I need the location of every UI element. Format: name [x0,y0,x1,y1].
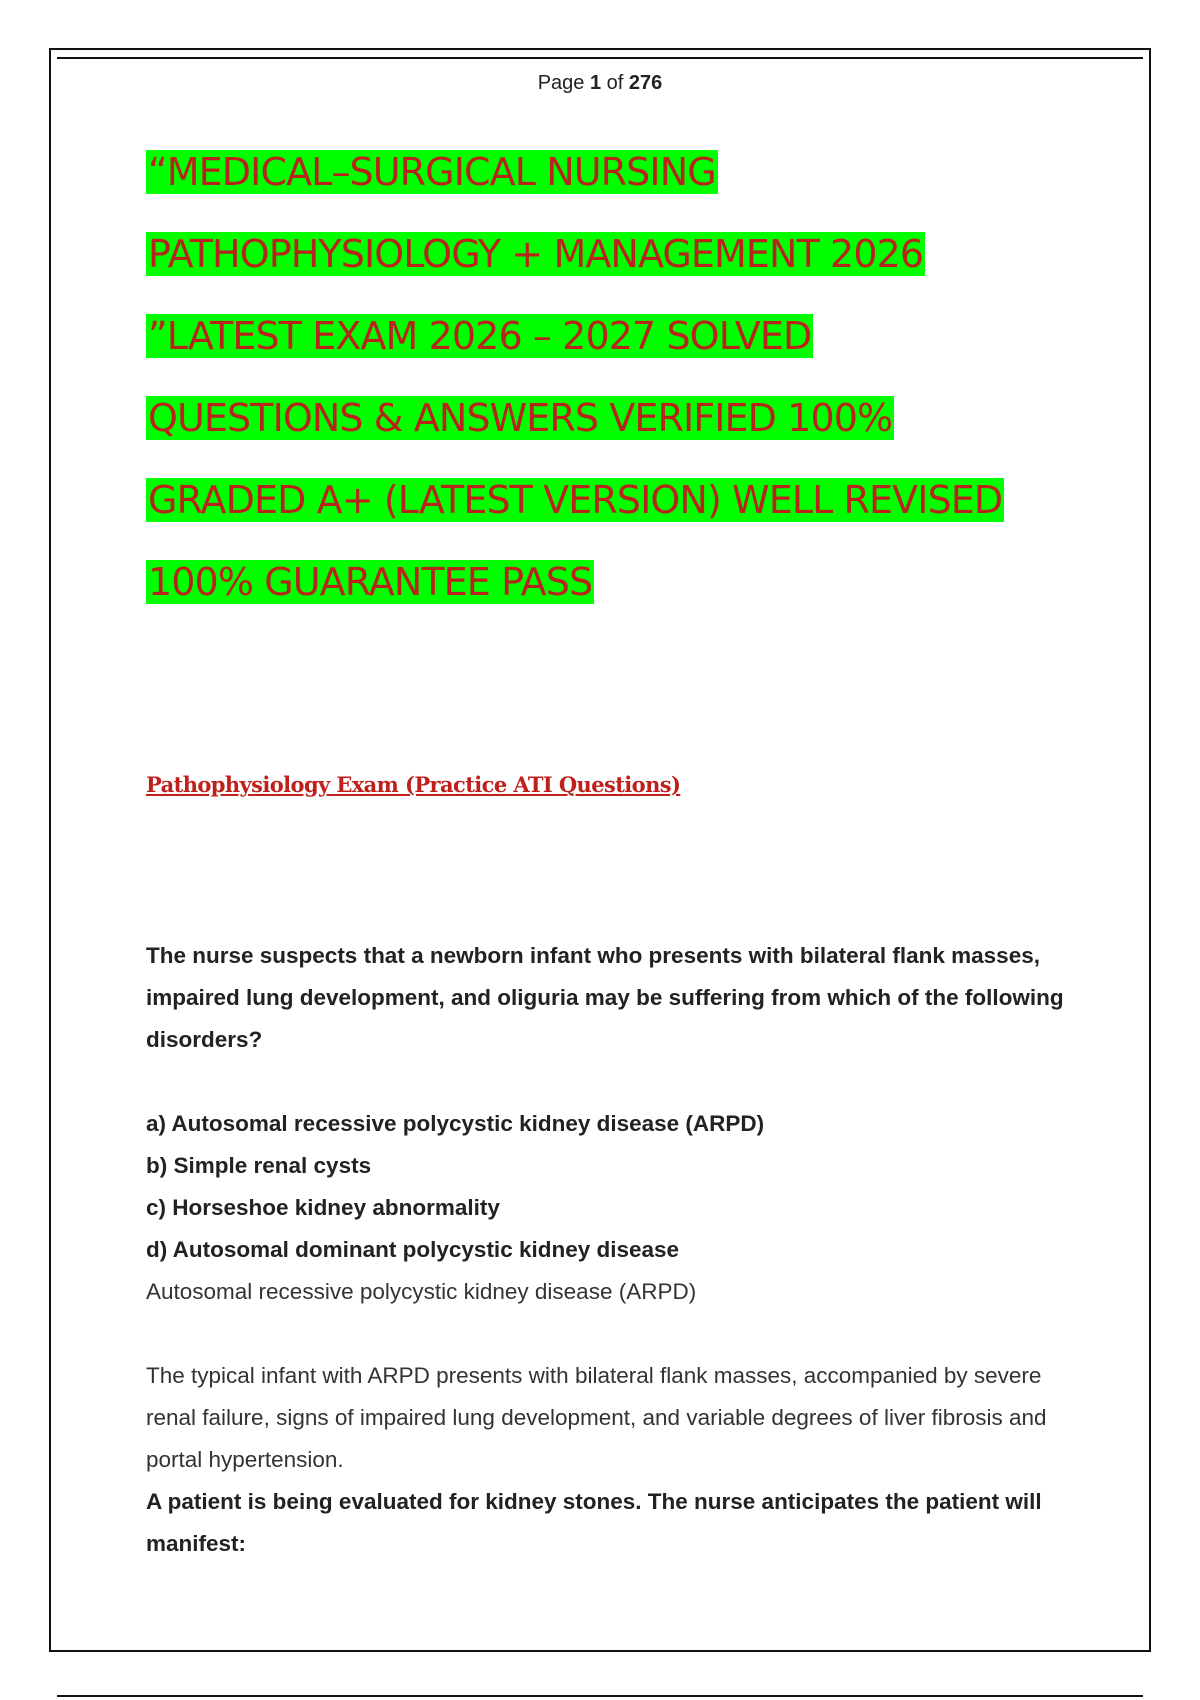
option-a: a) Autosomal recessive polycystic kidney disease (ARPD) [146,1111,765,1136]
option-b: b) Simple renal cysts [146,1153,372,1178]
exam-content [146,935,1066,1565]
question-1-answer: Autosomal recessive polycystic kidney disease (ARPD) [146,1279,697,1304]
question-1-text: The nurse suspects that a newborn infant who presents with bilateral flank masses, impaired lung development, and oliguria may be suffering from which of the following disorders? [146,943,1064,1052]
page-label: Page [537,72,585,94]
title-line [146,145,1096,199]
question-2-text: A patient is being evaluated for kidney stones. The nurse anticipates the patient will manifest: [146,1489,1042,1556]
page-number [0,72,1200,95]
title-line-text: PATHOPHYSIOLOGY + MANAGEMENT 2026 [148,232,924,276]
title-line [146,555,1096,609]
page-of: of [606,72,624,94]
title-line-text: “MEDICAL–SURGICAL NURSING [148,150,716,194]
document-title [146,145,1096,637]
question-1-options [146,1103,1066,1313]
title-line [146,473,1096,527]
title-line [146,227,1096,281]
option-d: d) Autosomal dominant polycystic kidney disease [146,1237,680,1262]
title-line-text: QUESTIONS & ANSWERS VERIFIED 100% [148,396,893,440]
next-page-rule [57,1695,1143,1697]
option-c: c) Horseshoe kidney abnormality [146,1195,500,1220]
page-top-rule [57,57,1143,59]
title-line-text: ”LATEST EXAM 2026 – 2027 SOLVED [148,314,812,358]
title-line-text: 100% GUARANTEE PASS [148,560,593,604]
title-line-text: GRADED A+ (LATEST VERSION) WELL REVISED [148,478,1003,522]
title-line [146,309,1096,363]
title-line [146,391,1096,445]
question-1-explanation: The typical infant with ARPD presents with bilateral flank masses, accompanied by severe renal failure, signs of impaired lung development, and variable degrees of liver fibrosis and portal hypertension. [146,1363,1047,1472]
page-current: 1 [589,72,602,94]
section-heading: Pathophysiology Exam (Practice ATI Questions) [146,772,681,797]
page-total: 276 [628,72,663,94]
